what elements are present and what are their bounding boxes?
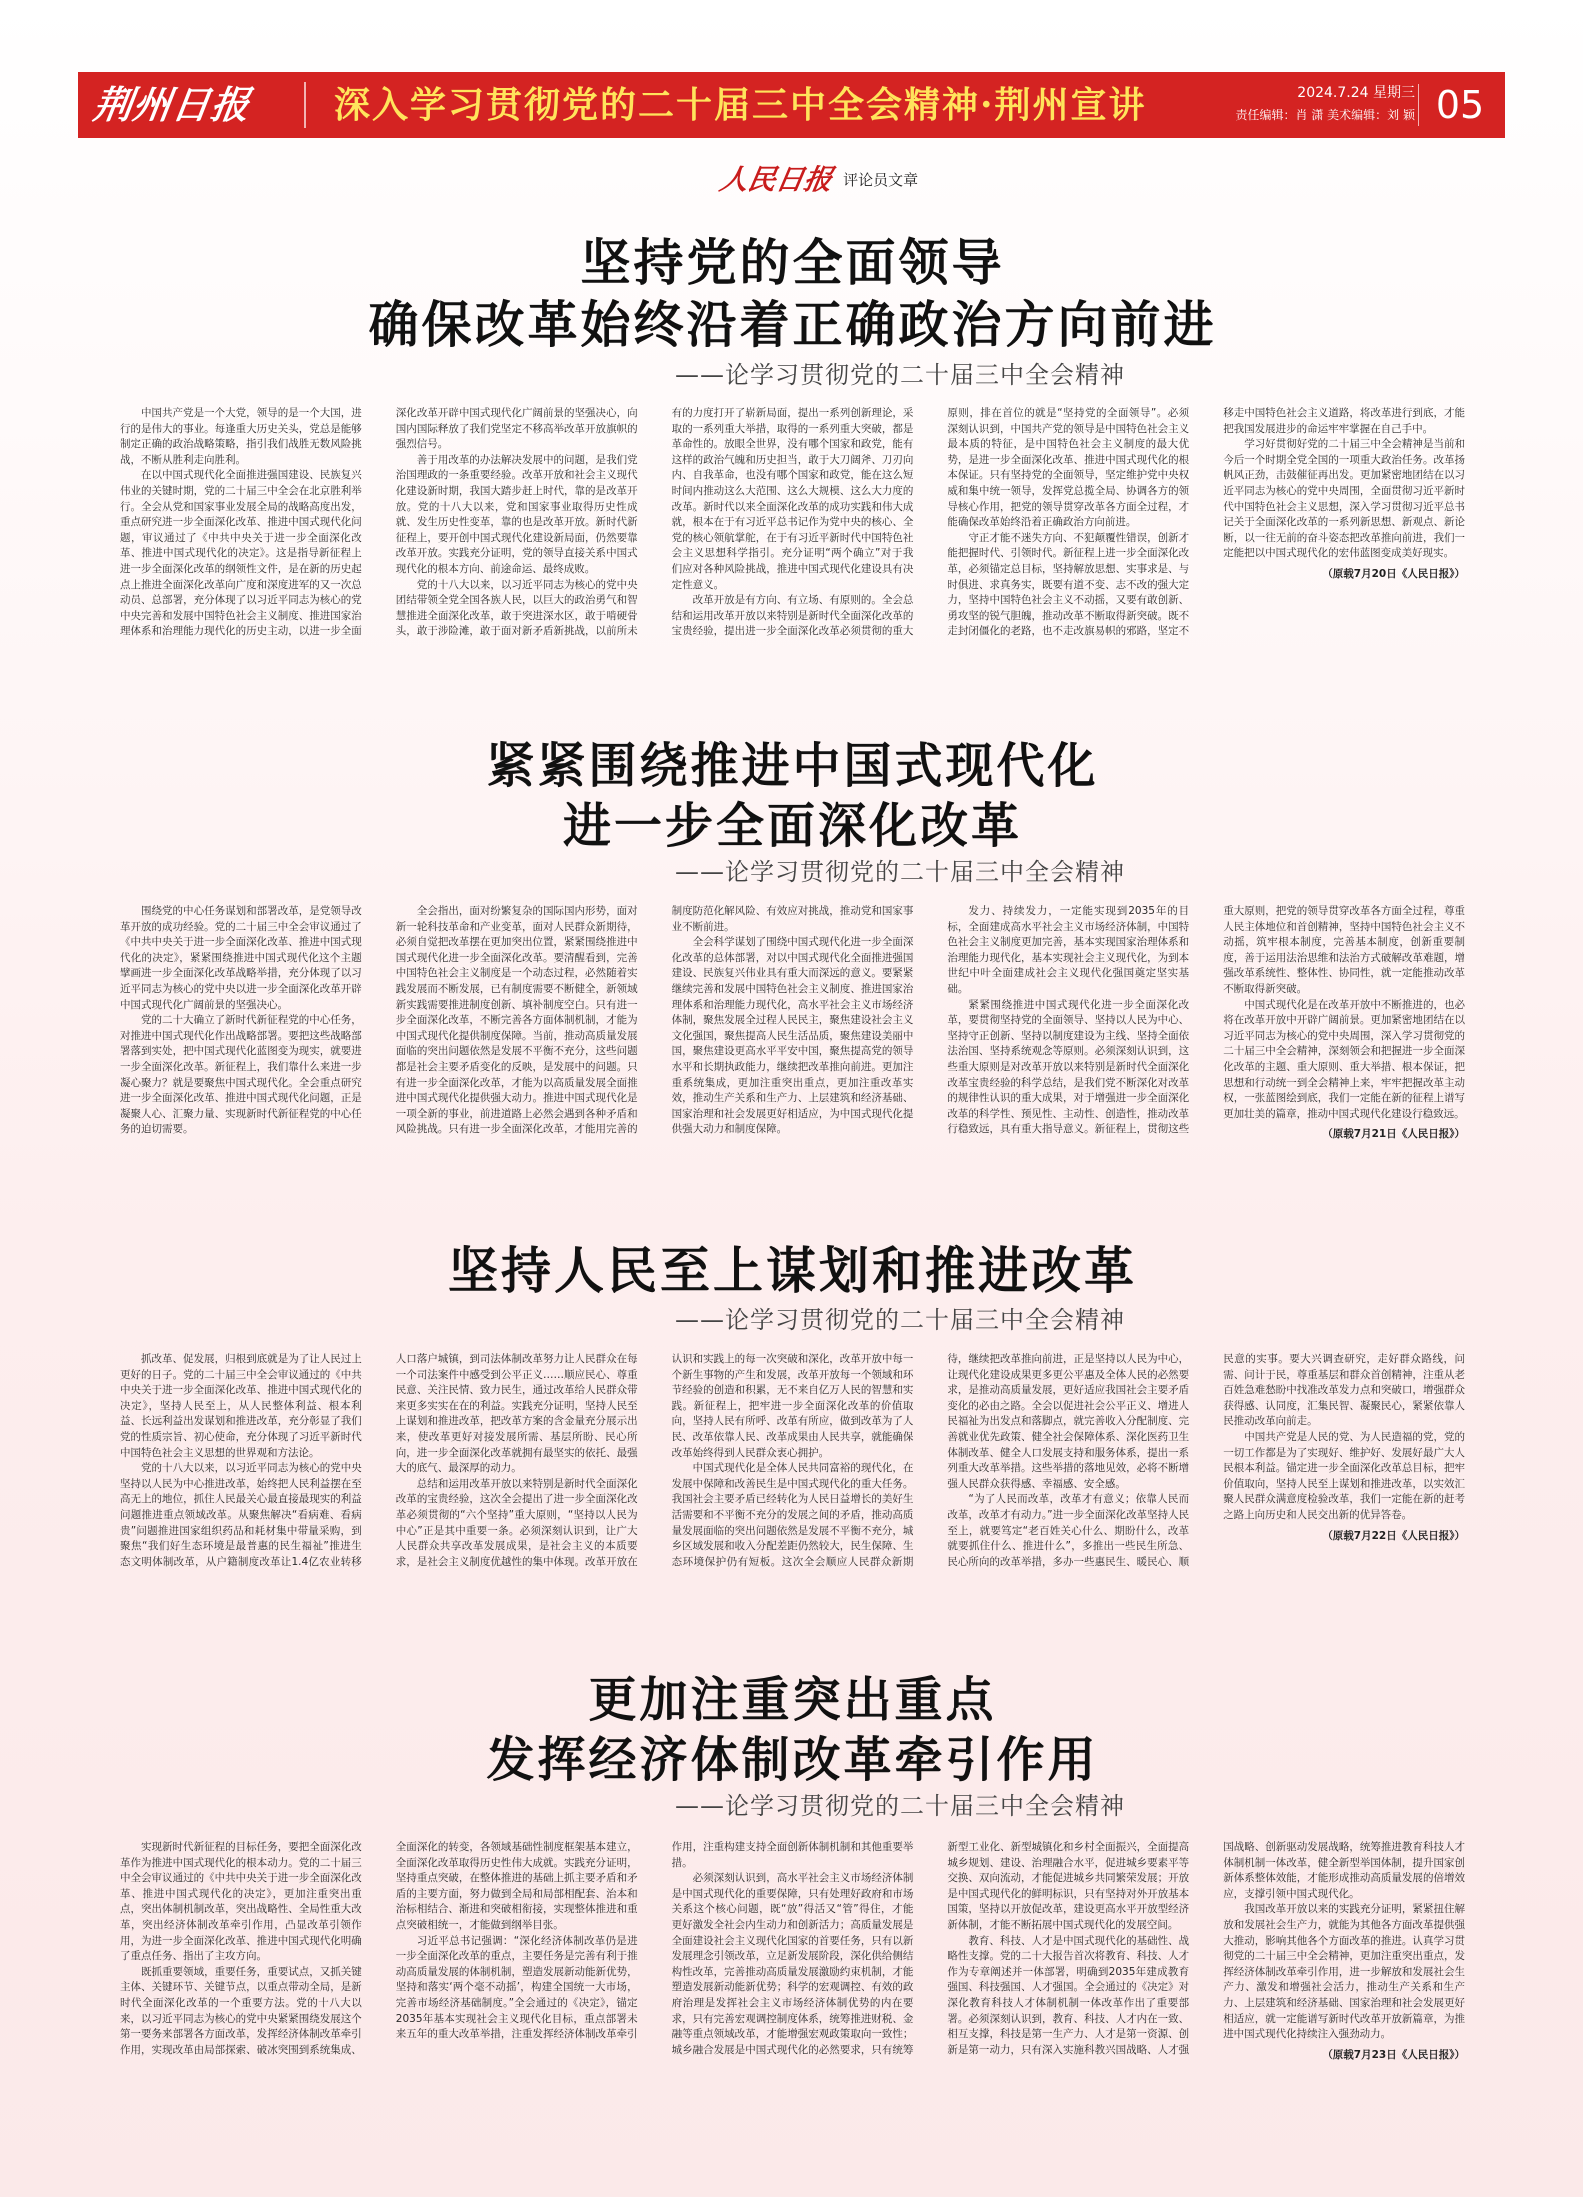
article-2-subtitle: ——论学习贯彻党的二十届三中全会精神: [675, 858, 1125, 886]
article-4-body: [120, 1840, 1465, 2150]
issue-meta: [1185, 82, 1415, 126]
paragraph: 改革开放是有方向、有立场、有原则的。全会总结和运用改革开放以来特别是新时代全面深化改革的宝贵经验，提出进一步全面深化改革必须贯彻的重大原则，排在首位的就是“坚持党的全面领导”。必须深刻认识到，中国共产党的领导是中国特色社会主义最本质的特征，是中国特色社会主义制度的最大优势，是进一步全面深化改革、推进中国式现代化的根本保证。只有坚持党的全面领导，坚定维护党中央权威和集中统一领导，发挥党总揽全局、协调各方的领导核心作用，把党的领导贯穿改革各方面全过程，才能确保改革始终沿着正确政治方向前进。: [671, 407, 1190, 638]
article-1: [120, 232, 1465, 680]
paragraph: 必须深刻认识到，高水平社会主义市场经济体制是中国式现代化的重要保障，只有处理好政府和市场关系这个核心问题，既“放”得活又“管”得住，才能更好激发全社会内生动力和创新活力；高质量发展是全面建设社会主义现代化国家的首要任务，只有以新发展理念引领改革，立足新发展阶段，深化供给侧结构性改革，完善推动高质量发展激励约束机制，才能塑造发展新动能新优势；科学的宏观调控、有效的政府治理是发挥社会主义市场经济体制优势的内在要求，只有完善宏观调控制度体系，统筹推进财税、金融等重点领域改革，才能增强宏观政策取向一致性；城乡融合发展是中国式现代化的必然要求，只有统筹新型工业化、新型城镇化和乡村全面振兴，全面提高城乡规划、建设、治理融合水平，促进城乡要素平等交换、双向流动，才能促进城乡共同繁荣发展；开放是中国式现代化的鲜明标识，只有坚持对外开放基本国策，坚持以开放促改革，建设更高水平开放型经济新体制，才能不断拓展中国式现代化的发展空间。: [671, 1841, 1190, 2056]
article-1-body: [120, 406, 1465, 680]
paragraph: 党的十八大以来，以习近平同志为核心的党中央坚持以人民为中心推进改革，始终把人民利益摆在至高无上的地位，抓住人民最关心最直接最现实的利益问题推进重点领域改革。从聚焦解决“看病难、看病贵”问题推进国家组织药品和耗材集中带量采购，到聚焦“我们好生态环境是最普惠的民生福祉”推进生态文明体制改革，从户籍制度改革让1.4亿农业转移人口落户城镇，到司法体制改革努力让人民群众在每一个司法案件中感受到公平正义……顺应民心、尊重民意、关注民情、致力民生，通过改革给人民群众带来更多实实在在的利益。实践充分证明，坚持人民至上谋划和推进改革，把改革方案的含金量充分展示出来，使改革更好对接发展所需、基层所盼、民心所向，进一步全面深化改革就拥有最坚实的依托、最强大的底气、最深厚的动力。: [120, 1353, 638, 1568]
paragraph: 全会科学谋划了围绕中国式现代化进一步全面深化改革的总体部署，对以中国式现代化全面推进强国建设、民族复兴伟业具有重大而深远的意义。要紧紧继续完善和发展中国特色社会主义制度、推进国家治理体系和治理能力现代化，高水平社会主义市场经济体制，聚焦发展全过程人民民主，聚焦建设社会主义文化强国，聚焦提高人民生活品质，聚焦建设美丽中国，聚焦建设更高水平平安中国，聚焦提高党的领导水平和长期执政能力，继续把改革推向前进。更加注重系统集成，更加注重突出重点，更加注重改革实效，推动生产关系和生产力、上层建筑和经济基础、国家治理和社会发展更好相适应，为中国式现代化提供强大动力和制度保障。: [671, 936, 914, 1136]
page-header: [78, 72, 1505, 138]
paragraph: 我国改革开放以来的实践充分证明，紧紧扭住解放和发展社会生产力，就能为其他各方面改革提供强大推动，影响其他各个方面改革的推进。认真学习贯彻党的二十届三中全会精神，更加注重突出重点，发挥经济体制改革牵引作用，进一步解放和发展社会生产力、激发和增强社会活力，推动生产关系和生产力、上层建筑和经济基础、国家治理和社会发展更好相适应，就一定能谱写新时代改革开放新篇章，为推进中国式现代化持续注入强劲动力。: [1223, 1903, 1465, 2041]
paragraph: 全会指出，面对纷繁复杂的国际国内形势，面对新一轮科技革命和产业变革，面对人民群众新期待，必须自觉把改革摆在更加突出位置，紧紧围绕推进中国式现代化进一步全面深化改革。要清醒看到，完善中国特色社会主义制度是一个动态过程，必然随着实践发展而不断发展，已有制度需要不断健全，新领域新实践需要推进制度创新、填补制度空白。只有进一步全面深化改革，不断完善各方面体制机制，才能为中国式现代化提供制度保障。当前，推动高质量发展面临的突出问题依然是发展不平衡不充分，这些问题都是社会主要矛盾变化的反映，是发展中的问题。只有进一步全面深化改革，才能为以高质量发展全面推进中国式现代化提供强大动力。推进中国式现代化是一项全新的事业，前进道路上必然会遇到各种矛盾和风险挑战。只有进一步全面深化改革，才能用完善的制度防范化解风险、有效应对挑战，推动党和国家事业不断前进。: [395, 905, 914, 1136]
article-2-body: [120, 904, 1465, 1190]
issue-date: 2024.7.24 星期三: [1297, 85, 1415, 101]
paragraph: 抓改革、促发展，归根到底就是为了让人民过上更好的日子。党的二十届三中全会审议通过的《中共中央关于进一步全面深化改革、推进中国式现代化的决定》，坚持人民至上，从人民整体利益、根本利益、长远利益出发谋划和推进改革，充分彰显了我们党的性质宗旨、初心使命，充分体现了习近平新时代中国特色社会主义思想的世界观和方法论。: [120, 1353, 362, 1459]
paragraph: 中国式现代化是全体人民共同富裕的现代化，在发展中保障和改善民生是中国式现代化的重大任务。我国社会主要矛盾已经转化为人民日益增长的美好生活需要和不平衡不充分的发展之间的矛盾，推动高质量发展面临的突出问题依然是发展不平衡不充分，城乡区域发展和收入分配差距仍然较大，民生保障、生态环境保护仍有短板。这次全会顺应人民群众新期待，继续把改革推向前进，正是坚持以人民为中心，让现代化建设成果更多更公平惠及全体人民的必然要求，是推动高质量发展，更好适应我国社会主要矛盾变化的必由之路。全会以促进社会公平正义、增进人民福祉为出发点和落脚点，就完善收入分配制度、完善就业优先政策、健全社会保障体系、深化医药卫生体制改革、健全人口发展支持和服务体系，提出一系列重大改革举措。这些举措的落地见效，必将不断增强人民群众获得感、幸福感、安全感。: [671, 1353, 1190, 1568]
paragraph: 发力、持续发力，一定能实现到2035年的目标，全面建成高水平社会主义市场经济体制，中国特色社会主义制度更加完善，基本实现国家治理体系和治理能力现代化，基本实现社会主义现代化，为到本世纪中叶全面建成社会主义现代化强国奠定坚实基础。: [947, 905, 1190, 995]
article-1-title-line1: 坚持党的全面领导: [580, 233, 1005, 292]
paragraph: 善于用改革的办法解决发展中的问题，是我们党治国理政的一条重要经验。改革开放和社会主义现代化建设新时期，我国大踏步赶上时代，靠的是改革开放。党的十八大以来，党和国家事业取得历史性成就、发生历史性变革，靠的也是改革开放。新时代新征程上，要开创中国式现代化建设新局面，仍然要靠改革开放。实践充分证明，党的领导直接关系中国式现代化的根本方向、前途命运、最终成败。: [395, 453, 638, 575]
article-3-body: [120, 1352, 1465, 1640]
article-4: [120, 1670, 1465, 2150]
section-kicker: [717, 162, 1020, 198]
paragraph: 紧紧围绕推进中国式现代化进一步全面深化改革，要贯彻坚持党的全面领导、坚持以人民为中心、坚持守正创新、坚持以制度建设为主线、坚持全面依法治国、坚持系统观念等原则。必须深刻认识到，这些重大原则是对改革开放以来特别是新时代全面深化改革宝贵经验的科学总结，是我们党不断深化对改革的规律性认识的重大成果，对于增强进一步全面深化改革的科学性、预见性、主动性、创造性，推动改革行稳致远，具有重大指导意义。新征程上，贯彻这些重大原则，把党的领导贯穿改革各方面全过程，尊重人民主体地位和首创精神，坚持中国特色社会主义不动摇，筑牢根本制度，完善基本制度，创新重要制度，善于运用法治思维和法治方式破解改革难题，增强改革系统性、整体性、协同性，就一定能推动改革不断取得新突破。: [947, 905, 1465, 1136]
article-1-title-line2: 确保改革始终沿着正确政治方向前进: [368, 295, 1217, 354]
paragraph: 实现新时代新征程的目标任务，要把全面深化改革作为推进中国式现代化的根本动力。党的二十届三中全会审议通过的《中共中央关于进一步全面深化改革、推进中国式现代化的决定》，更加注重突出重点，突出体制机制改革，突出战略性、全局性重大改革，突出经济体制改革牵引作用，凸显改革引领作用，为进一步全面深化改革、推进中国式现代化明确了重点任务、指出了主攻方向。: [120, 1841, 362, 1963]
article-3-source: （原载7月22日《人民日报》）: [1322, 1529, 1465, 1542]
article-1-subtitle: ——论学习贯彻党的二十届三中全会精神: [675, 361, 1125, 389]
header-divider: [304, 82, 306, 128]
paragraph: 教育、科技、人才是中国式现代化的基础性、战略性支撑。党的二十大报告首次将教育、科技、人才作为专章阐述并一体部署，明确到2035年建成教育强国、科技强国、人才强国。全会通过的《决定》对深化教育科技人才体制机制一体改革作出了重要部署。必须深刻认识到，教育、科技、人才内在一致、相互支撑，科技是第一生产力、人才是第一资源、创新是第一动力，只有深入实施科教兴国战略、人才强国战略、创新驱动发展战略，统筹推进教育科技人才体制机制一体改革，健全新型举国体制，提升国家创新体系整体效能，才能形成推动高质量发展的倍增效应，支撑引领中国式现代化。: [947, 1841, 1465, 2056]
paragraph: 围绕党的中心任务谋划和部署改革，是党领导改革开放的成功经验。党的二十届三中全会审议通过了《中共中央关于进一步全面深化改革、推进中国式现代化的决定》，紧紧围绕推进中国式现代化这个主题擘画进一步全面深化改革战略举措，充分体现了以习近平同志为核心的党中央以进一步全面深化改革开辟中国式现代化广阔前景的坚强决心。: [120, 905, 362, 1011]
paragraph: 总结和运用改革开放以来特别是新时代全面深化改革的宝贵经验，这次全会提出了进一步全面深化改革必须贯彻的“六个坚持”重大原则，“坚持以人民为中心”正是其中重要一条。必须深刻认识到，让广大人民群众共享改革发展成果，是社会主义的本质要求，是社会主义制度优越性的集中体现。改革开放在认识和实践上的每一次突破和深化，改革开放中每一个新生事物的产生和发展，改革开放每一个领域和环节经验的创造和积累，无不来自亿万人民的智慧和实践。新征程上，把牢进一步全面深化改革的价值取向，坚持人民有所呼、改革有所应，做到改革为了人民、改革依靠人民、改革成果由人民共享，就能确保改革始终得到人民群众衷心拥护。: [395, 1353, 914, 1568]
kicker-label: 评论员文章: [843, 171, 919, 189]
paragraph: 中国式现代化是在改革开放中不断推进的，也必将在改革开放中开辟广阔前景。更加紧密地团结在以习近平同志为核心的党中央周围，深入学习贯彻党的二十届三中全会精神，深刻领会和把握进一步全面深化改革的主题、重大原则、重大举措、根本保证，把思想和行动统一到全会精神上来，牢牢把握改革主动权，一张蓝图绘到底，我们一定能在新的征程上谱写更加壮美的篇章，推动中国式现代化建设行稳致远。: [1223, 998, 1465, 1120]
article-2-source: （原载7月21日《人民日报》）: [1322, 1128, 1465, 1141]
article-2-title-line2: 进一步全面深化改革: [562, 798, 1022, 854]
article-3: [120, 1238, 1465, 1640]
page-number: 05: [1435, 83, 1485, 127]
paragraph: 学习好贯彻好党的二十届三中全会精神是当前和今后一个时期全党全国的一项重大政治任务。改革扬帆风正劲，击鼓催征再出发。更加紧密地团结在以习近平同志为核心的党中央周围，全面贯彻习近平新时代中国特色社会主义思想，深入学习贯彻习近平总书记关于全面深化改革的一系列新思想、新观点、新论断，以一往无前的奋斗姿态把改革推向前进，我们一定能把以中国式现代化的宏伟蓝图变成美好现实。: [1223, 438, 1465, 560]
paragraph: 中国共产党是一个大党，领导的是一个大国，进行的是伟大的事业。每逢重大历史关头，党总是能够制定正确的政治战略策略，指引我们战胜无数风险挑战，不断从胜利走向胜利。: [120, 407, 362, 466]
article-3-title-line1: 坚持人民至上谋划和推进改革: [448, 1241, 1137, 1300]
header-vertical-rule: [1418, 84, 1419, 126]
paragraph: 守正才能不迷失方向、不犯颠覆性错误，创新才能把握时代、引领时代。新征程上进一步全面深化改革，必须锚定总目标，坚持解放思想、实事求是、与时俱进、求真务实，既要有道不变、志不改的强大定力，坚持中国特色社会主义不动摇，又要有敢创新、勇攻坚的锐气胆魄，推动改革不断取得新突破。既不走封闭僵化的老路，也不走改旗易帜的邪路，坚定不移走中国特色社会主义道路，将改革进行到底，才能把我国发展进步的命运牢牢掌握在自己手中。: [947, 407, 1465, 638]
article-4-subtitle: ——论学习贯彻党的二十届三中全会精神: [675, 1792, 1125, 1820]
column-title: 深入学习贯彻党的二十届三中全会精神·荆州宣讲: [334, 84, 1147, 126]
paragraph: 党的二十大确立了新时代新征程党的中心任务，对推进中国式现代化作出战略部署。要把这些战略部署落到实处，把中国式现代化蓝图变为现实，就要进一步全面深化改革。新征程上，我们靠什么来进一步凝心聚力？就是要聚焦中国式现代化。全会重点研究进一步全面深化改革、推进中国式现代化问题，正是凝聚人心、汇聚力量、实现新时代新征程党的中心任务的迫切需要。: [120, 1014, 362, 1136]
peoples-daily-logo: 人民日报: [717, 163, 836, 196]
paragraph: 党的十八大以来，以习近平同志为核心的党中央团结带领全党全国各族人民，以巨大的政治勇气和智慧推进全面深化改革，敢于突进深水区，敢于啃硬骨头，敢于涉险滩，敢于面对新矛盾新挑战，以前所未有的力度打开了崭新局面，提出一系列创新理论，采取的一系列重大举措，取得的一系列重大突破，都是革命性的。放眼全世界，没有哪个国家和政党，能有这样的政治气魄和历史担当，敢于大刀阔斧、刀刃向内、自我革命，也没有哪个国家和政党，能在这么短时间内推动这么大范围、这么大规模、这么大力度的改革。新时代以来全面深化改革的成功实践和伟大成就，根本在于有习近平总书记作为党中央的核心、全党的核心领航掌舵，在于有习近平新时代中国特色社会主义思想科学指引。充分证明“两个确立”对于我们应对各种风险挑战，推进中国式现代化建设具有决定性意义。: [395, 407, 914, 638]
article-1-source: （原载7月20日《人民日报》）: [1322, 567, 1465, 580]
article-2: [120, 736, 1465, 1190]
paragraph: 既抓重要领域，重要任务，重要试点，又抓关键主体、关键环节、关键节点，以重点带动全局，是新时代全面深化改革的一个重要方法。党的十八大以来，以习近平同志为核心的党中央紧紧围绕发展这个第一要务来部署各方面改革，发挥经济体制改革牵引作用，实现改革由局部探索、破冰突围到系统集成、全面深化的转变，各领域基础性制度框架基本建立，全面深化改革取得历史性伟大成就。实践充分证明，坚持重点突破，在整体推进的基础上抓主要矛盾和矛盾的主要方面，努力做到全局和局部相配套、治本和治标相结合、渐进和突破相衔接，实现整体推进和重点突破相统一，才能做到纲举目张。: [120, 1841, 638, 2056]
paragraph: 习近平总书记强调：“深化经济体制改革仍是进一步全面深化改革的重点，主要任务是完善有利于推动高质量发展的体制机制，塑造发展新动能新优势，坚持和落实‘两个毫不动摇’，构建全国统一大市场，完善市场经济基础制度。”全会通过的《决定》，锚定2035年基本实现社会主义现代化目标，重点部署未来五年的重大改革举措，注重发挥经济体制改革牵引作用，注重构建支持全面创新体制机制和其他重要举措。: [395, 1841, 914, 2041]
article-2-title-line1: 紧紧围绕推进中国式现代化: [486, 738, 1099, 794]
newspaper-logo: 荆州日报: [90, 82, 254, 127]
article-4-title-line1: 更加注重突出重点: [588, 1672, 997, 1728]
editor-credits: 责任编辑：肖 潇 美术编辑：刘 颖: [1235, 108, 1415, 122]
paragraph: 在以中国式现代化全面推进强国建设、民族复兴伟业的关键时期，党的二十届三中全会在北京胜利举行。全会从党和国家事业发展全局的战略高度出发，重点研究进一步全面深化改革、推进中国式现代化问题，审议通过了《中共中央关于进一步全面深化改革、推进中国式现代化的决定》。这是指导新征程上进一步全面深化改革的纲领性文件，是在新的历史起点上推进全面深化改革向广度和深度进军的又一次总动员、总部署，充分体现了以习近平同志为核心的党中央完善和发展中国特色社会主义制度、推进国家治理体系和治理能力现代化的历史主动，以进一步全面深化改革开辟中国式现代化广阔前景的坚强决心，向国内国际释放了我们党坚定不移高举改革开放旗帜的强烈信号。: [120, 407, 638, 638]
article-4-source: （原载7月23日《人民日报》）: [1322, 2048, 1465, 2061]
article-3-subtitle: ——论学习贯彻党的二十届三中全会精神: [675, 1306, 1125, 1334]
paragraph: “为了人民而改革，改革才有意义；依靠人民而改革，改革才有动力。”进一步全面深化改革坚持人民至上，就要笃定“老百姓关心什么、期盼什么，改革就要抓住什么、推进什么”，多推出一些民生所急、民心所向的改革举措，多办一些惠民生、暖民心、顺民意的实事。要大兴调查研究，走好群众路线，问需、问计于民，尊重基层和群众首创精神，注重从老百姓急难愁盼中找准改革发力点和突破口，增强群众获得感、认同度，汇集民智、凝聚民心，紧紧依靠人民推动改革向前走。: [947, 1353, 1465, 1568]
article-4-title-line2: 发挥经济体制改革牵引作用: [486, 1732, 1099, 1788]
paragraph: 中国共产党是人民的党、为人民造福的党，党的一切工作都是为了实现好、维护好、发展好最广大人民根本利益。锚定进一步全面深化改革总目标，把牢价值取向，坚持人民至上谋划和推进改革，以实效汇聚人民群众满意度检验改革，我们一定能在新的赶考之路上向历史和人民交出新的优异答卷。: [1223, 1430, 1465, 1521]
